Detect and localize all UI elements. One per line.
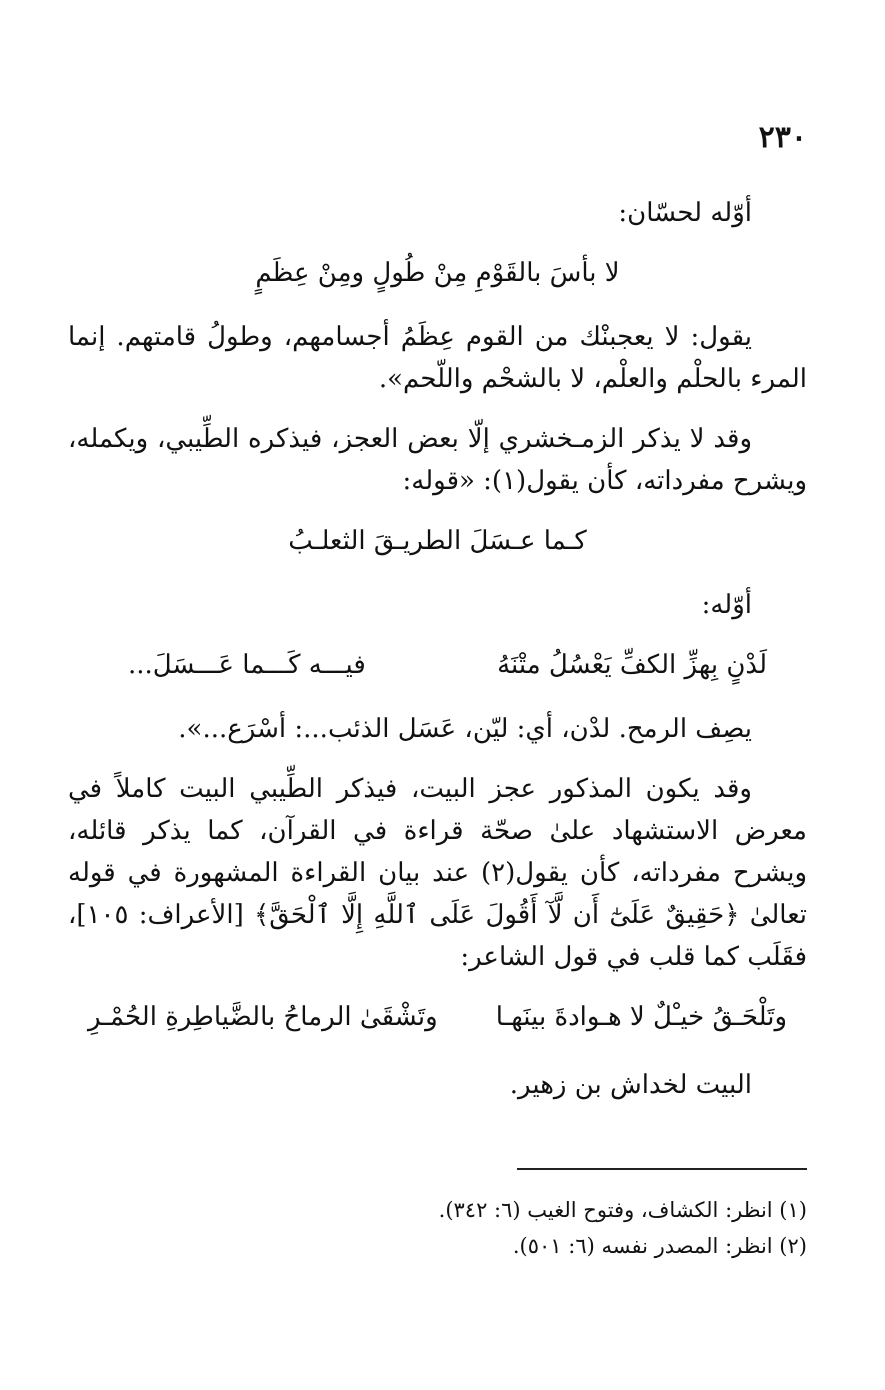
verse-attribution: البيت لخداش بن زهير. xyxy=(509,1070,752,1100)
verse-khidash-first-hemistich: وتَلْحَـقُ خيـْلٌ لا هـوادةَ بينَهـا xyxy=(495,1002,787,1032)
footnotes xyxy=(68,1192,807,1264)
verse-hassan: لا بأسَ بالقَوْمِ مِنْ طُولٍ ومِنْ عِظَمٍ xyxy=(255,258,620,288)
awwaluh-label: أوّله: xyxy=(701,590,752,620)
verse-khidash xyxy=(68,996,807,1038)
paragraph-spear-description: يصِف الرمح. لدْن، أي: ليّن، عَسَل الذئب...: أسْرَع...». xyxy=(178,714,752,744)
footnote-1: (١) انظر: الكشاف، وفتوح الغيب (٦: ٣٤٢). xyxy=(438,1198,807,1222)
intro-line: أوّله لحسّان: xyxy=(618,198,752,228)
verse-spear-second-hemistich: فيـــه كَـــما عَـــسَلَ... xyxy=(128,650,366,680)
paragraph-zamakhshari: وقد لا يذكر الزمـخشري إلّا بعض العجز، فيذكره الطِّيبي، ويكمله، ويشرح مفرداته، كأن يقول(١): «قوله: xyxy=(68,424,807,496)
verse-khidash-second-hemistich: وتَشْقَىٰ الرماحُ بالضَّياطِرةِ الحُمْـرِ xyxy=(88,1002,438,1032)
footnote-2: (٢) انظر: المصدر نفسه (٦: ٥٠١). xyxy=(512,1234,807,1258)
verse-fox: كـما عـسَلَ الطريـقَ الثعلـبُ xyxy=(288,526,587,556)
verse-spear-first-hemistich: لَدْنٍ بِهزِّ الكفِّ يَعْسُلُ متْنَهُ xyxy=(497,650,767,680)
paragraph-quran-reading: وقد يكون المذكور عجز البيت، فيذكر الطِّيبي البيت كاملاً في معرض الاستشهاد علىٰ صحّة قراءة في القرآن، كما يذكر قائله، ويشرح مفرداته، كأن يقول(٢) عند بيان القراءة المشهورة في قوله تعالىٰ ﴿حَقِيقٌ عَلَىٰٓ أَن لَّآ أَقُولَ عَلَى ٱللَّهِ إِلَّا ٱلْحَقَّ﴾ [الأعراف: ١٠٥]، فقَلَب كما قلب في قول الشاعر: xyxy=(68,774,808,972)
verse-spear xyxy=(68,644,807,686)
page-number: ٢٣٠ xyxy=(758,120,807,155)
footnote-divider xyxy=(517,1168,807,1170)
main-text xyxy=(68,192,807,1106)
paragraph-explanation: يقول: لا يعجبنْك من القوم عِظَمُ أجسامهم، وطولُ قامتهم. إنما المرء بالحلْم والعلْم، لا بالشحْم واللّحم». xyxy=(68,322,807,394)
